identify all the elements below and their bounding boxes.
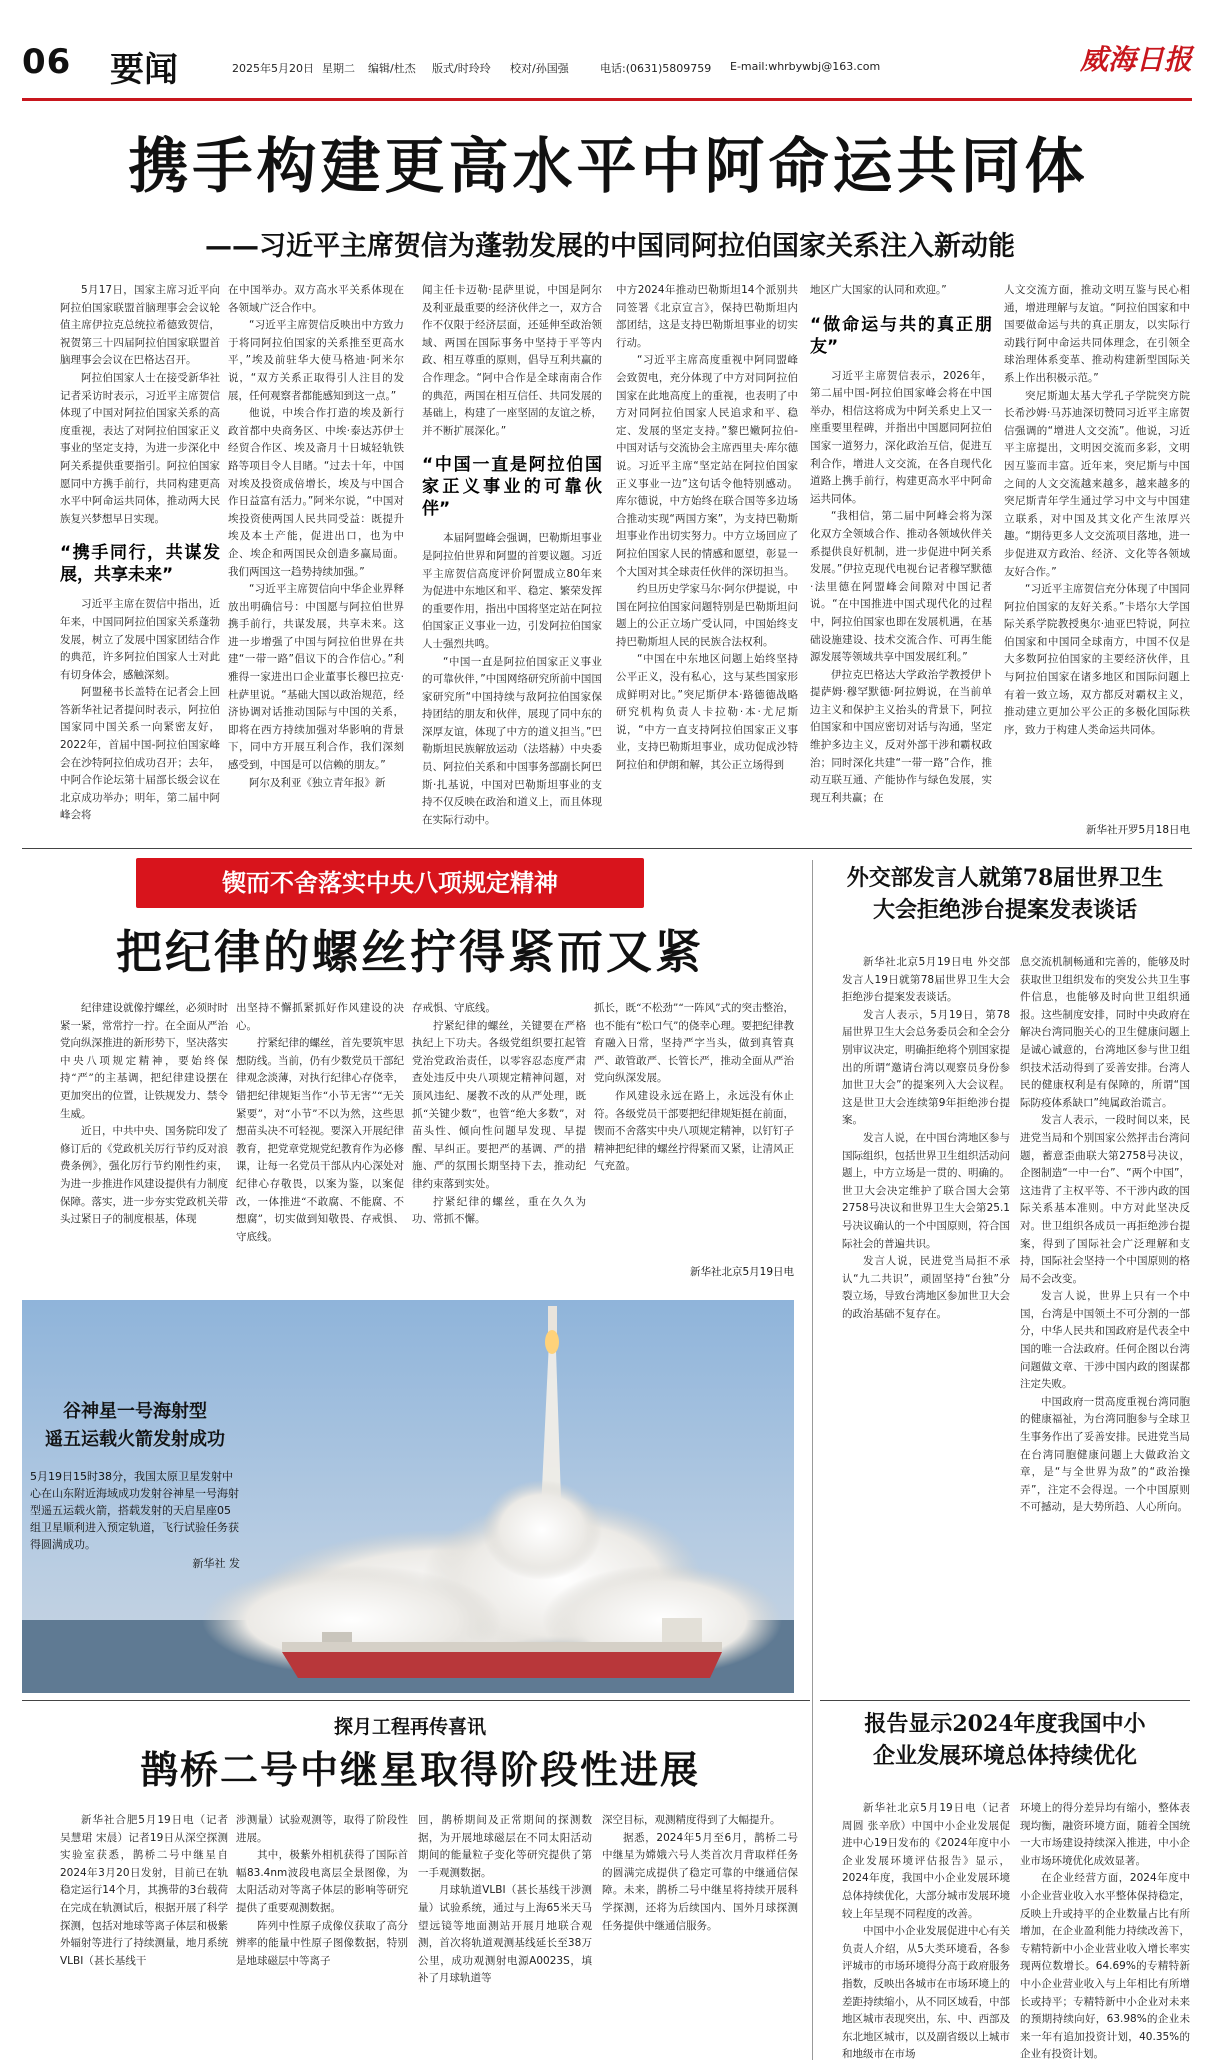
paragraph: 发言人表示，一段时间以来，民进党当局和个别国家公然抨击台湾问题，蓄意歪曲联大第2758号决议，企图制造“一中一台”、“两个中国”，这违背了主权平等、不干涉内政的国际关系基本准则。中方对此坚决反对。世卫组织各成员一再拒绝涉台提案，得到了国际社会广泛理解和支持，国际社会坚持一个中国原则的格局不会改变。 bbox=[1020, 1114, 1190, 1285]
paragraph: 拧紧纪律的螺丝，首先要筑牢思想防线。当前，仍有少数党员干部纪律观念淡薄，对执行纪律心存侥幸，错把纪律规矩当作“小节无害”“无关紧要”，对“小节”不以为然，这些思想苗头决不可轻视。要深入开展纪律教育，把党章党规党纪教育作为必修课，让每一名党员干部从内心深处对纪律心存敬畏，以案为鉴，以案促改，一体推进“不敢腐、不能腐、不想腐”，切实做到知敬畏、存戒惧、守底线。 bbox=[236, 1037, 404, 1243]
magpie-kicker: 探月工程再传喜讯 bbox=[333, 1716, 486, 1738]
paragraph: 涉测量）试验观测等，取得了阶段性进展。 bbox=[236, 1814, 408, 1844]
sme-column-2 bbox=[1020, 1800, 1190, 2061]
discipline-column-1 bbox=[60, 1000, 228, 1290]
paragraph: 中国政府一贯高度重视台湾同胞的健康福祉，为台湾同胞参与全球卫生事务作出了妥善安排。民进党当局在台湾同胞健康问题上大做政治文章，是“与全世界为敌”的“政治操弄”，注定不会得逞。一个中国原则不可撼动，是大势所趋、人心所向。 bbox=[1020, 1395, 1190, 1514]
paragraph: 发言人说，世界上只有一个中国，台湾是中国领土不可分割的一部分，中华人民共和国政府是代表全中国的唯一合法政府。任何企图以台湾问题做文章、干涉中国内政的图谋都注定失败。 bbox=[1020, 1290, 1190, 1391]
paragraph: 存戒惧、守底线。 bbox=[412, 1002, 496, 1014]
paragraph: 新华社合肥5月19日电（记者 吴慧珺 宋晨）记者19日从深空探测实验室获悉，鹊桥二号中继星自2024年3月20日发射，目前已在轨稳定运行14个月，其携带的3台载荷在完成在轨测试后，根据开展了科学探测，包括对地球等离子体层和极紫外辐射等进行了持续测量，地月系统VLBI（甚长基线干 bbox=[60, 1814, 228, 1967]
paragraph: 月球轨道VLBI（甚长基线干涉测量）试验系统，通过与上海65米天马望远镜等地面测站开展月地联合观测，首次将轨道观测基线延长至38万公里，成功观测射电源A0023S，填补了月球轨道等 bbox=[418, 1884, 592, 1985]
paragraph: 作风建设永远在路上，永远没有休止符。各级党员干部要把纪律规矩挺在前面，锲而不舍落实中央八项规定精神，以钉钉子精神把纪律的螺丝拧得紧而又紧，让清风正气充盈。 bbox=[594, 1089, 794, 1173]
paragraph: 本届阿盟峰会强调，巴勒斯坦事业是阿拉伯世界和阿盟的首要议题。习近平主席贺信高度评价阿盟成立80年来为促进中东地区和平、稳定、繁荣发挥的重要作用，指出中国将坚定站在阿拉伯国家正义事业一边，引发阿拉伯国家人士强烈共鸣。 bbox=[422, 532, 602, 650]
paragraph: “习近平主席贺信反映出中方致力于将同阿拉伯国家的关系推至更高水平，”埃及前驻华大使马格迪·阿米尔说，“双方关系正取得引人注目的发展，任何观察者都能感知到这一点。” bbox=[228, 319, 404, 402]
paragraph: 发言人说，民进党当局拒不承认“九二共识”，顽固坚持“台独”分裂立场，导致台湾地区参加世卫大会的政治基础不复存在。 bbox=[842, 1255, 1010, 1320]
paragraph: 阿拉伯国家人士在接受新华社记者采访时表示，习近平主席贺信体现了中国对阿拉伯国家关系的高度重视，表达了对阿拉伯国家正义事业的坚定支持，为进一步深化中阿关系提供重要指引。阿拉伯国家愿同中方携手前行，共同构建更高水平中阿命运共同体，推动两大民族复兴梦想早日实现。 bbox=[60, 371, 220, 525]
phone-info: 电话:(0631)5809759 bbox=[600, 62, 712, 75]
paragraph: 阿尔及利亚《独立青年报》新 bbox=[249, 776, 386, 789]
rocket-caption bbox=[30, 1398, 240, 1571]
rocket-caption-title-1: 谷神星一号海射型 bbox=[63, 1401, 207, 1422]
magpie-column-3 bbox=[418, 1812, 592, 2050]
paragraph: 约旦历史学家马尔·阿尔伊提说，中国在阿拉伯国家问题特别是巴勒斯坦问题上的公正立场广受认同，中国始终支持巴勒斯坦人民的民族合法权利。 bbox=[616, 583, 798, 648]
paragraph: 新华社北京5月19日电 外交部发言人19日就第78届世界卫生大会拒绝涉台提案发表谈话。 bbox=[842, 956, 1010, 1004]
paragraph: 新华社北京5月19日电（记者 周圆 张辛欣）中国中小企业发展促进中心19日发布的《2024年度中小企业发展环境评估报告》显示，2024年度，我国中小企业发展环境总体持续优化，大部分城市发展环境较上年呈现不同程度的改善。 bbox=[842, 1802, 1010, 1920]
editor-credit: 编辑/杜杰 bbox=[368, 62, 416, 75]
section-divider bbox=[22, 1700, 810, 1701]
rocket-caption-title-2: 遥五运载火箭发射成功 bbox=[45, 1429, 225, 1450]
layout-credit: 版式/时玲玲 bbox=[432, 62, 491, 75]
paragraph: 发言人表示，5月19日，第78届世界卫生大会总务委员会和全会分别审议决定，明确拒绝将个别国家提出的所谓“邀请台湾以观察员身份参加世卫大会”的提案列入大会议程。这是世卫大会连续第9年拒绝涉台提案。 bbox=[842, 1008, 1010, 1127]
paragraph: 人文交流方面，推动文明互鉴与民心相通，增进理解与友谊。“阿拉伯国家和中国要做命运与共的真正朋友，以实际行动践行阿中命运共同体理念，在引领全球治理体系变革、推动构建新型国际关系上作出积极示范。” bbox=[1004, 284, 1190, 384]
paragraph: 深空目标，观测精度得到了大幅提升。 bbox=[602, 1814, 781, 1826]
lead-subhead-2: “中国一直是阿拉伯国家正义事业的可靠伙伴” bbox=[422, 455, 602, 520]
lead-column-6 bbox=[1004, 282, 1190, 822]
paragraph: “习近平主席贺信充分体现了中国同阿拉伯国家的友好关系。”卡塔尔大学国际关系学院教授奥尔·迪亚巴特说，阿拉伯国家和中国同全球南方，中国不仅是大多数阿拉伯国家的主要经济伙伴，且与阿拉伯国家在诸多地区和国际问题上有着一致立场，双方都反对霸权主义，推动建立更加公平公正的多极化国际秩序，致力于构建人类命运共同体。 bbox=[1004, 583, 1190, 736]
lead-headline: 携手构建更高水平中阿命运共同体 bbox=[128, 132, 1089, 202]
discipline-dateline: 新华社北京5月19日电 bbox=[689, 1266, 794, 1278]
discipline-column-3 bbox=[412, 1000, 586, 1290]
sme-column-1 bbox=[842, 1800, 1010, 2061]
paragraph: 在中国举办。双方高水平关系体现在各领域广泛合作中。 bbox=[228, 284, 404, 314]
email-info: E-mail:whrbywbj@163.com bbox=[730, 60, 881, 73]
paragraph: 中方2024年推动巴勒斯坦14个派别共同签署《北京宣言》，保持巴勒斯坦内部团结，这是支持巴勒斯坦事业的切实行动。 bbox=[616, 284, 798, 349]
sme-headline-2: 企业发展环境总体持续优化 bbox=[872, 1743, 1137, 1769]
paragraph: 阵列中性原子成像仪获取了高分辨率的能量中性原子图像数据，特别是地球磁层中等离子 bbox=[236, 1919, 408, 1967]
spokesperson-column-1 bbox=[842, 954, 1010, 1696]
lead-column-5 bbox=[810, 282, 992, 842]
paragraph: “中国在中东地区问题上始终坚持公平正义，没有私心，这与某些国家形成鲜明对比。”突尼斯伊本·路德德战略研究机构负责人卡拉勒·本·尤尼斯说，“中方一直支持阿拉伯国家正义事业，支持巴勒斯坦事业，成功促成沙特阿拉伯和伊朗和解，其公正立场得到 bbox=[616, 653, 798, 772]
magpie-column-2 bbox=[236, 1812, 408, 2050]
lead-column-2 bbox=[228, 282, 404, 842]
paragraph: 突尼斯迦太基大学孔子学院突方院长希沙姆·马苏迪深切赞同习近平主席贺信强调的“增进人文交流”。他说，习近平主席提出，文明因交流而多彩，文明因互鉴而丰富。近年来，突尼斯与中国之间的人文交流越来越多，越来越多的突尼斯青年学生通过学习中文与中国建立联系，对中国及其文化产生浓厚兴趣。“期待更多人文交流项目落地，进一步促进双方政治、经济、文化等各领域友好合作。” bbox=[1004, 389, 1190, 578]
lead-column-1 bbox=[60, 282, 220, 842]
issue-date: 2025年5月20日 bbox=[232, 62, 314, 75]
rocket-caption-text: 5月19日15时38分，我国太原卫星发射中心在山东附近海域成功发射谷神星一号海射型遥五运载火箭，搭载发射的天启星座05组卫星顺利进入预定轨道，飞行试验任务获得圆满成功。 bbox=[30, 1470, 239, 1551]
section-title: 要闻 bbox=[110, 50, 178, 90]
discipline-column-4 bbox=[594, 1000, 794, 1262]
paragraph: 习近平主席在贺信中指出，近年来，中国同阿拉伯国家关系蓬勃发展，树立了发展中国家团结合作的典范，许多阿拉伯国家人士对此有切身体会，感触深刻。 bbox=[60, 598, 220, 681]
paragraph: 其中，极紫外相机获得了国际首幅83.4nm波段电离层全景图像，为太阳活动对等离子体层的影响等研究提供了重要观测数据。 bbox=[236, 1849, 408, 1914]
paragraph: 地区广大国家的认同和欢迎。” bbox=[810, 284, 947, 296]
paragraph: 5月17日，国家主席习近平向阿拉伯国家联盟首脑理事会会议轮值主席伊拉克总统拉希德致贺信，祝贺第三十四届阿拉伯国家联盟首脑理事会会议在巴格达召开。 bbox=[60, 284, 220, 367]
lead-dateline: 新华社开罗5月18日电 bbox=[1085, 824, 1190, 836]
paragraph: “习近平主席贺信向中华企业界释放出明确信号：中国愿与阿拉伯世界携手前行，共谋发展，共享未来。这进一步增强了中国与阿拉伯世界在共建“一带一路”倡议下的合作信心。”利雅得一家进出口企业董事长穆巴拉克·杜萨里说。“基础大国以政治规范，经济协调对话推动国际与中国的关系，即将在西方持续加强对华影响的背景下，同中方开展互利合作，我们深刻感受到，中国是可以信赖的朋友。” bbox=[228, 583, 404, 772]
paragraph: 拧紧纪律的螺丝，重在久久为功、常抓不懈。 bbox=[412, 1195, 586, 1226]
magpie-column-1 bbox=[60, 1812, 228, 2050]
lead-subheadline: ——习近平主席贺信为蓬勃发展的中国同阿拉伯国家关系注入新动能 bbox=[205, 231, 1015, 262]
paragraph: 发言人说，在中国台湾地区参与国际组织，包括世界卫生组织活动问题上，中方立场是一贯的、明确的。世卫大会决定维护了联合国大会第2758号决议和世界卫生大会第25.1号决议确认的一个中国原则，符合国际社会的普遍共识。 bbox=[842, 1131, 1010, 1250]
paragraph: 闻主任卡迈勒·昆萨里说，中国是阿尔及利亚最重要的经济伙伴之一，双方合作不仅限于经济层面，还延伸至政治领域、两国在国际事务中坚持于平等内政、相互尊重的原则，倡导互利共赢的合作理念。“阿中合作是全球南南合作的典范，两国在相互信任、共同发展的基础上，构建了一座坚固的友谊之桥，并不断扩展深化。” bbox=[422, 284, 602, 437]
discipline-banner: 锲而不舍落实中央八项规定精神 bbox=[136, 858, 644, 908]
magpie-headline: 鹊桥二号中继星取得阶段性进展 bbox=[139, 1747, 700, 1792]
spokesperson-column-2 bbox=[1020, 954, 1190, 1696]
lead-column-3 bbox=[422, 282, 602, 842]
paragraph: 习近平主席贺信表示，2026年，第二届中国-阿拉伯国家峰会将在中国举办，相信这将成为中阿关系史上又一座重要里程碑，并指出中国愿同阿拉伯国家一道努力，深化政治互信，促进互利合作，增进人文交流，在各自现代化道路上携手前行，构建更高水平中阿命运共同体。 bbox=[810, 369, 992, 505]
paragraph: 拧紧纪律的螺丝，关键要在严格执纪上下功夫。各级党组织要扛起管党治党政治责任，以零容忍态度严肃查处违反中央八项规定精神问题，对顶风违纪、屡教不改的从严处理，既抓“关键少数”，也管“绝大多数”，对苗头性、倾向性问题早发现、早提醒、早纠正。要把严的基调、严的措施、严的氛围长期坚持下去，推动纪律约束落到实处。 bbox=[412, 1019, 586, 1190]
paragraph: 环境上的得分差异均有缩小，整体表现均衡，融资环境方面，随着全国统一大市场建设持续深入推进，中小企业市场环境优化成效显著。 bbox=[1020, 1802, 1190, 1867]
proof-credit: 校对/孙国强 bbox=[510, 62, 569, 75]
newspaper-logo: 威海日报 bbox=[1080, 43, 1193, 76]
magpie-column-4 bbox=[602, 1812, 798, 2050]
lead-column-4 bbox=[616, 282, 798, 842]
spokesperson-headline-2: 大会拒绝涉台提案发表谈话 bbox=[872, 897, 1137, 923]
paragraph: 在企业经营方面，2024年度中小企业营业收入水平整体保持稳定，反映上升或持平的企业数量占比有所增加，在企业盈利能力持续改善下，专精特新中小企业营业收入增长率实现两位数增长。64.69%的专精特新中小企业营业收入与上年相比有所增长或持平；专精特新中小企业对未来的预期持续向好，63.98%的企业未来一年有追加投资计划，40.35%的企业有投资计划。 bbox=[1020, 1872, 1190, 2061]
paragraph: 近日，中共中央、国务院印发了修订后的《党政机关厉行节约反对浪费条例》，强化厉行节约刚性约束，为进一步推进作风建设提供有力制度保障。落实，进一步夯实党政机关带头过紧日子的制度根基，体现 bbox=[60, 1125, 228, 1226]
paragraph: 回，鹊桥期间及正常期间的探测数据，为开展地球磁层在不同太阳活动期间的能量粒子变化等研究提供了第一手观测数据。 bbox=[418, 1814, 592, 1879]
column-divider bbox=[812, 860, 813, 2060]
paragraph: “我相信，第二届中阿峰会将为深化双方全领域合作、推动各领域伙伴关系提供良好机制，进一步促进中阿关系发展。”伊拉克现代电视台记者穆罕默德·法里德在阿盟峰会间隙对中国记者说。“在中国推进中国式现代化的过程中，阿拉伯国家也即在发展机遇，在基础设施建设、技术交流合作、可再生能源发展等领域共享中国发展红利。” bbox=[810, 510, 992, 664]
paragraph: 纪律建设就像拧螺丝，必须时时紧一紧，常常拧一拧。在全面从严治党向纵深推进的新形势下，坚决落实中央八项规定精神，要始终保持“严”的主基调，把纪律建设摆在更加突出的位置，让铁规发力、禁令生威。 bbox=[60, 1002, 228, 1120]
section-divider bbox=[22, 848, 1192, 849]
paragraph: 息交流机制畅通和完善的，能够及时获取世卫组织发布的突发公共卫生事件信息，也能够及时向世卫组织通报。这些制度安排，同时中央政府在解决台湾同胞关心的卫生健康问题上是诚心诚意的，台湾地区参与世卫组织技术活动得到了妥善安排。台湾人民的健康权利是有保障的，所谓“国际防疫体系缺口”纯属政治谎言。 bbox=[1020, 956, 1190, 1109]
lead-subhead-1: “携手同行，共谋发展，共享未来” bbox=[60, 543, 220, 586]
discipline-column-2 bbox=[236, 1000, 404, 1290]
paragraph: 出坚持不懈抓紧抓好作风建设的决心。 bbox=[236, 1002, 404, 1032]
page-number: 06 bbox=[22, 42, 72, 82]
paragraph: “中国一直是阿拉伯国家正义事业的可靠伙伴，”中国网络研究所前中国国家研究所“中国持续与敌阿拉伯国家保持团结的朋友和伙伴，展现了同中东的深厚友谊，体现了中方的道义担当。”巴勒斯坦民族解放运动（法塔赫）中央委员、阿拉伯关系和中国事务部副长阿巴斯·扎基说，中国对巴勒斯坦事业的支持不仅反映在政治和道义上，而且体现在实际行动中。 bbox=[422, 655, 602, 826]
sme-headline-1: 报告显示2024年度我国中小 bbox=[864, 1711, 1146, 1737]
lead-subhead-3: “做命运与共的真正朋友” bbox=[810, 314, 992, 357]
discipline-headline: 把纪律的螺丝拧得紧而又紧 bbox=[116, 925, 704, 979]
paragraph: 据悉，2024年5月至6月，鹊桥二号中继星为嫦娥六号人类首次月背取样任务的圆满完成提供了稳定可靠的中继通信保障。未来，鹊桥二号中继星将持续开展科学探测，还将为后续国内、国外月球探测任务提供中继通信服务。 bbox=[602, 1831, 798, 1932]
paragraph: “习近平主席高度重视中阿同盟峰会致贺电，充分体现了中方对同阿拉伯国家在此地高度上的重视，也表明了中方对同阿拉伯国家人民追求和平、稳定、发展的坚定支持。”黎巴嫩阿拉伯-中国对话与交流协会主席西里夫·库尔德说。习近平主席“坚定站在阿拉伯国家正义事业一边”这句话令他特别感动。库尔德说，中方始终在联合国等多边场合推动实现“两国方案”，为支持巴勒斯坦事业作出切实努力。中方立场回应了阿拉伯国家人民的情感和愿望，彰显一个大国对其全球责任伙伴的深切担当。 bbox=[616, 354, 798, 578]
page-header bbox=[0, 0, 1217, 100]
header-rule bbox=[22, 98, 1192, 101]
paragraph: 阿盟秘书长盖特在记者会上回答新华社记者提问时表示，阿拉伯国家同中国关系一向紧密友好，2022年，首届中国-阿拉伯国家峰会在沙特阿拉伯成功召开；去年，中阿合作论坛第十届部长级会议在北京成功举办；明年，第二届中阿峰会将 bbox=[60, 686, 220, 822]
paragraph: 抓长，既“不松劲”“一阵风”式的突击整治，也不能有“松口气”的侥幸心理。要把纪律教育融入日常，坚持严字当头，做到真管真严、敢管敢严、长管长严，推动全面从严治党向纵深发展。 bbox=[594, 1002, 794, 1085]
issue-weekday: 星期二 bbox=[322, 62, 355, 75]
paragraph: 他说，中埃合作打造的埃及新行政首都中央商务区、中埃·泰达苏伊士经贸合作区、埃及斋月十日城轻轨铁路等项目令人目睹。“过去十年，中国对埃及投资成倍增长，埃及与中国合作日益富有活力。”阿米尔说，“中国对埃投资使两国人民共同受益：既提升埃及本土产能，促进出口，也为中企、埃企和两国民众创造多赢局面。我们两国这一趋势持续加强。” bbox=[228, 407, 404, 578]
paragraph: 中国中小企业发展促进中心有关负责人介绍，从5大类环境看，各参评城市的市场环境得分高于政府服务指数，反映出各城市在市场环境上的差距持续缩小，从不同区域看，中部地区城市表现突出，东、中、西部及东北地区城市，以及副省级以上城市和地级市在市场 bbox=[842, 1925, 1010, 2061]
rocket-photo-credit: 新华社 发 bbox=[192, 1557, 240, 1570]
paragraph: 伊拉克巴格达大学政治学教授伊卜提萨姆·穆罕默德·阿拉姆说，在当前单边主义和保护主义抬头的背景下，阿拉伯国家和中国应密切对话与沟通，坚定维护多边主义，反对外部干涉和霸权政治；同时深化共建“一带一路”合作，推动互联互通、产能协作与绿色发展，实现互利共赢；在 bbox=[810, 668, 992, 804]
section-divider bbox=[820, 1700, 1190, 1701]
spokesperson-headline-1: 外交部发言人就第78届世界卫生 bbox=[846, 865, 1164, 891]
